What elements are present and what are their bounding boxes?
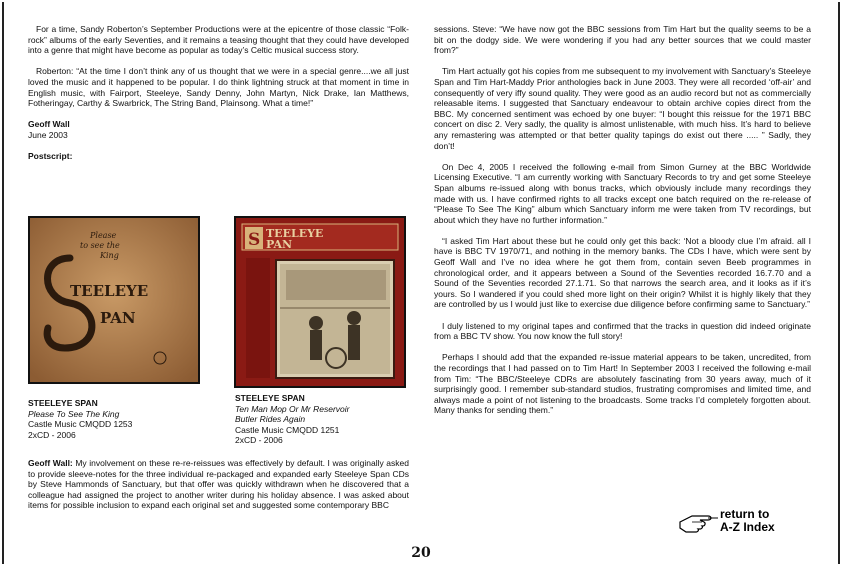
- svg-text:S: S: [248, 230, 261, 250]
- right-column: [434, 24, 811, 416]
- album-title-line2: Butler Rides Again: [235, 414, 306, 425]
- left-column: [28, 24, 409, 162]
- svg-text:to see the: to see the: [80, 241, 120, 250]
- album-band: STEELEYE SPAN: [28, 398, 98, 408]
- album-cover-ten-man-mop: [234, 216, 406, 388]
- postscript-heading: Postscript:: [28, 151, 73, 162]
- paragraph-expanded-reissue: Perhaps I should add that the expanded re-issue material appears to be taken, uncredited, from the recordings that I had passed on to Tim Hart! In September 2003 I received the following e-mail from Tim: “The BBC/Steeleye CDRs are absolutely fascinating from 30 years away, much of it surprisingly good. I remember sub-standard studios, frustrating compromises and limited time, and always made a point of not listening to the broadcasts. Some tracks I’d completely forgotten about. Many thanks for sending them.”: [434, 352, 811, 416]
- return-to-index-label[interactable]: return to A-Z Index: [720, 507, 775, 534]
- album-title: Ten Man Mop Or Mr Reservoir: [235, 403, 350, 414]
- page-number: 20: [411, 545, 431, 561]
- album-info-please-to-see-the-king: [28, 398, 228, 440]
- signature-name: Geoff Wall: [28, 119, 70, 130]
- svg-text:PAN: PAN: [266, 238, 293, 251]
- paragraph-tim-hart: Tim Hart actually got his copies from me subsequent to my involvement with Sanctuary’s Steeleye Span and Tim Hart-Maddy Prior anthologies back in June 2003. They were all recorded ‘off-air’ and consequently of very iffy sound quality. They were good as an audio record but not as commercially releasable items. I suggested that Sanctuary endeavour to obtain archive copies direct from the BBC. My concerned sentiment was echoed by one buyer: “I bought this reissue for the 1971 BBC concert on disc 2. Very sadly, the quality is almost unlistenable, with much hiss. It’s hard to believe any remastering was attempted or that better quality tapings do exist out there ..... ” Sadly, they don’t!: [434, 66, 811, 151]
- paragraph-intro: For a time, Sandy Roberton’s September Productions were at the epicentre of those classic “Folk-rock” albums of the early Seventies, and it remains a teasing thought that they could have developed into a genre that might have become as popular as today’s Celtic musical success story.: [28, 24, 409, 56]
- svg-text:PAN: PAN: [100, 309, 136, 327]
- paragraph-listened: I duly listened to my original tapes and confirmed that the tracks in question did indeed originate from a BBC TV show. You now know the full story!: [434, 320, 811, 342]
- album-format: 2xCD - 2006: [28, 429, 76, 440]
- album-cover-art: [30, 218, 198, 382]
- svg-text:TEELEYE: TEELEYE: [70, 282, 149, 300]
- paragraph-asked-tim-hart: “I asked Tim Hart about these but he could only get this back: ‘Not a bloody clue I’m afraid. all I have is BBC TV 1970/71, and nothing in the memory banks. The CDs I have, which were sent by Geoff Wall and I’ve no idea where he got them from, contain seven Beeb programmes in chronological order, and it appears between a Sound of the Seventies recorded 16.7.70 and a Sound of the Seventies recorded 27.1.71. So that narrows the search area, and it looks as if it’s yours. So I wandered if you could shed more light on their origin? Whilst it is highly likely that they are controlled by us I would just like to exercise due diligence before confirming same to Sanctuary.”: [434, 235, 811, 310]
- album-cover-please-to-see-the-king: [28, 216, 200, 384]
- album-band: STEELEYE SPAN: [235, 393, 305, 403]
- album-info-ten-man-mop: [235, 393, 410, 446]
- paragraph-simon-gurney: On Dec 4, 2005 I received the following e-mail from Simon Gurney at the BBC Worldwide Licensing Executive. “I am currently working with Sanctuary Records to try and get some Steeleye Span albums re-issued along with bonus tracks, which obviously include many recordings they made with us. I have confirmed rights to all tracks except one batch required on the re-release of “Please To See The King” album which Sanctuary inform me were taken from TV recordings, but about which they have no further information.”: [434, 161, 811, 225]
- album-section: [28, 216, 409, 452]
- album-cover-art: [236, 218, 404, 386]
- album-catalog: Castle Music CMQDD 1253: [28, 419, 133, 430]
- svg-text:TEELEYE: TEELEYE: [266, 227, 324, 240]
- paragraph-geoff-wall: [28, 458, 409, 511]
- album-title: Please To See The King: [28, 408, 120, 419]
- album-format: 2xCD - 2006: [235, 435, 283, 446]
- pointing-hand-icon: [678, 508, 720, 534]
- geoff-wall-text: My involvement on these re-re-reissues was effectively by default. I was originally asked to provide sleeve-notes for the three individual re-packaged and expanded early Steeleye Span CDs by Steve Hammonds of Sanctuary, but that offer was quickly withdrawn when he discovered that a colleague had assigned the project to another writer during his holiday absence. I was asked about items for possible inclusion to expand each original set and suggested some contemporary BBC: [28, 458, 409, 511]
- paragraph-roberton-quote: Roberton: “At the time I don’t think any of us thought that we were in a special genre....we all just loved the music and it happened to be popular. I do think lightning struck at that moment in time in English music, with Fairport, Steeleye, Sandy Denny, John Martyn, Nick Drake, Ian Matthews, Fotheringay, Carthy & Swarbrick, The String Band, Plainsong. What a time!”: [28, 66, 409, 109]
- return-to-index-link[interactable]: [678, 508, 818, 538]
- geoff-wall-label: Geoff Wall:: [28, 458, 73, 468]
- signature-date: June 2003: [28, 129, 68, 140]
- paragraph-bbc-sessions: sessions. Steve: “We have now got the BBC sessions from Tim Hart but the quality seems to be a bit on the dodgy side. We were wondering if you had any better sources that we could master from?”: [434, 24, 811, 56]
- svg-text:King: King: [100, 251, 119, 260]
- cover-title-text: Please: [90, 231, 117, 240]
- album-catalog: Castle Music CMQDD 1251: [235, 424, 340, 435]
